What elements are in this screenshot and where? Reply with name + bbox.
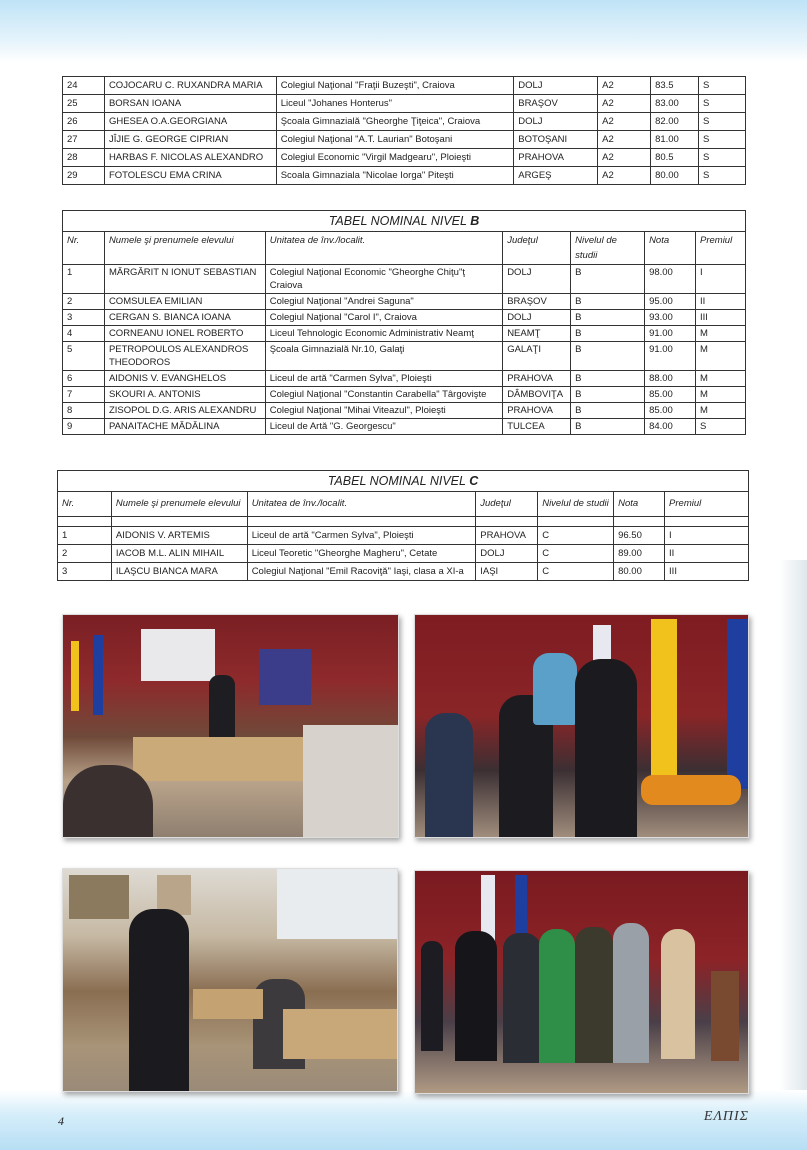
table-row: [58, 545, 749, 563]
cell-prize: M: [696, 387, 746, 403]
cell-school: Colegiul Economic "Virgil Madgearu", Ploieşti: [276, 149, 514, 167]
cell-level: A2: [598, 131, 651, 149]
cell-county: GALAŢI: [503, 342, 571, 371]
photo-ceremony-hall: [62, 614, 399, 838]
cell-prize: S: [699, 131, 746, 149]
cell-school: Colegiul Naţional "Emil Racoviţă" Iaşi, clasa a XI-a: [247, 563, 476, 581]
photo-group-winners: [414, 870, 749, 1094]
cell-nr: 3: [63, 310, 105, 326]
cell-prize: M: [696, 326, 746, 342]
header-school: Unitatea de înv./localit.: [247, 492, 476, 517]
table-row: [63, 403, 746, 419]
cell-level: C: [538, 563, 614, 581]
cell-county: NEAMŢ: [503, 326, 571, 342]
cell-level: B: [571, 294, 645, 310]
header-prize: Premiul: [696, 232, 746, 265]
cell-level: B: [571, 265, 645, 294]
header-nr: Nr.: [58, 492, 112, 517]
cell-prize: S: [699, 95, 746, 113]
table-row: [58, 527, 749, 545]
cell-school: Liceul "Johanes Honterus": [276, 95, 514, 113]
cell-county: BRAŞOV: [514, 95, 598, 113]
cell-county: IAŞI: [476, 563, 538, 581]
cell-level: A2: [598, 77, 651, 95]
cell-nr: 25: [63, 95, 105, 113]
cell-level: B: [571, 387, 645, 403]
cell-school: Liceul de Artă "G. Georgescu": [265, 419, 502, 435]
cell-grade: 80.5: [651, 149, 699, 167]
cell-level: A2: [598, 95, 651, 113]
cell-grade: 98.00: [645, 265, 696, 294]
cell-nr: 28: [63, 149, 105, 167]
cell-nr: 5: [63, 342, 105, 371]
caption-text: TABEL NOMINAL NIVEL: [327, 474, 466, 488]
cell-nr: 24: [63, 77, 105, 95]
cell-school: Colegiul Naţional Economic "Gheorghe Chiţu"ţ Craiova: [265, 265, 502, 294]
header-grade: Nota: [614, 492, 665, 517]
table-row: [63, 265, 746, 294]
table-level-a2: [62, 76, 746, 185]
cell-nr: 4: [63, 326, 105, 342]
header-county: Judeţul: [503, 232, 571, 265]
cell-school: Liceul Tehnologic Economic Administrativ Neamţ: [265, 326, 502, 342]
cell-school: Colegiul Naţional "Mihai Viteazul", Ploieşti: [265, 403, 502, 419]
cell-name: AIDONIS V. EVANGHELOS: [104, 371, 265, 387]
cell-grade: 82.00: [651, 113, 699, 131]
table-level-c: [57, 470, 749, 581]
cell-grade: 83.00: [651, 95, 699, 113]
table-row: [63, 371, 746, 387]
cell-school: Liceul de artă "Carmen Sylva", Ploieşti: [247, 527, 476, 545]
cell-level: B: [571, 342, 645, 371]
caption-level: C: [469, 474, 479, 488]
table-row: [63, 419, 746, 435]
cell-level: A2: [598, 113, 651, 131]
cell-grade: 84.00: [645, 419, 696, 435]
page-number: 4: [58, 1114, 64, 1128]
header-school: Unitatea de înv./localit.: [265, 232, 502, 265]
cell-grade: 93.00: [645, 310, 696, 326]
cell-name: ILAŞCU BIANCA MARA: [111, 563, 247, 581]
header-level: Nivelul de studii: [538, 492, 614, 517]
cell-level: B: [571, 326, 645, 342]
table-header-row: [58, 492, 749, 517]
table-caption: [63, 211, 746, 232]
cell-name: BORSAN IOANA: [104, 95, 276, 113]
cell-grade: 80.00: [614, 563, 665, 581]
table-row: [58, 563, 749, 581]
cell-prize: S: [699, 113, 746, 131]
cell-level: A2: [598, 167, 651, 185]
cell-county: TULCEA: [503, 419, 571, 435]
caption-text: TABEL NOMINAL NIVEL: [328, 214, 467, 228]
cell-prize: S: [699, 149, 746, 167]
publication-name: ΕΛΠΙΣ: [703, 1109, 749, 1124]
cell-nr: 8: [63, 403, 105, 419]
cell-nr: 29: [63, 167, 105, 185]
cell-name: GHESEA O.A.GEORGIANA: [104, 113, 276, 131]
table-row: [63, 167, 746, 185]
cell-nr: 27: [63, 131, 105, 149]
cell-prize: M: [696, 342, 746, 371]
cell-grade: 80.00: [651, 167, 699, 185]
cell-nr: 1: [63, 265, 105, 294]
side-band: [779, 560, 807, 1090]
cell-name: ZISOPOL D.G. ARIS ALEXANDRU: [104, 403, 265, 419]
cell-school: Colegiul Naţional "Carol I", Craiova: [265, 310, 502, 326]
header-name: Numele şi prenumele elevului: [104, 232, 265, 265]
header-level: Nivelul de studii: [571, 232, 645, 265]
cell-prize: M: [696, 371, 746, 387]
cell-grade: 88.00: [645, 371, 696, 387]
table-caption: [58, 471, 749, 492]
cell-county: DÂMBOVIŢA: [503, 387, 571, 403]
cell-school: Liceul Teoretic "Gheorghe Magheru", Cetate: [247, 545, 476, 563]
cell-name: PETROPOULOS ALEXANDROS THEODOROS: [104, 342, 265, 371]
cell-county: DOLJ: [476, 545, 538, 563]
cell-grade: 96.50: [614, 527, 665, 545]
photo-exam-room: [62, 868, 398, 1092]
header-prize: Premiul: [665, 492, 749, 517]
table-row: [63, 77, 746, 95]
cell-grade: 95.00: [645, 294, 696, 310]
table-row: [63, 326, 746, 342]
cell-name: COMSULEA EMILIAN: [104, 294, 265, 310]
table-caption-row: [58, 471, 749, 492]
cell-name: FOTOLESCU EMA CRINA: [104, 167, 276, 185]
cell-level: B: [571, 403, 645, 419]
cell-grade: 85.00: [645, 403, 696, 419]
table-row: [63, 342, 746, 371]
cell-county: PRAHOVA: [476, 527, 538, 545]
cell-level: A2: [598, 149, 651, 167]
caption-level: B: [470, 214, 480, 228]
cell-school: Şcoala Gimnazială Nr.10, Galaţi: [265, 342, 502, 371]
cell-grade: 81.00: [651, 131, 699, 149]
table-row: [63, 113, 746, 131]
cell-name: JÎJIE G. GEORGE CIPRIAN: [104, 131, 276, 149]
cell-level: B: [571, 371, 645, 387]
cell-nr: 9: [63, 419, 105, 435]
cell-county: BOTOŞANI: [514, 131, 598, 149]
cell-prize: I: [665, 527, 749, 545]
cell-prize: III: [665, 563, 749, 581]
cell-grade: 91.00: [645, 326, 696, 342]
cell-school: Şcoala Gimnazială "Gheorghe Ţiţeica", Craiova: [276, 113, 514, 131]
table-row: [63, 95, 746, 113]
cell-nr: 7: [63, 387, 105, 403]
cell-level: B: [571, 310, 645, 326]
cell-county: DOLJ: [503, 310, 571, 326]
cell-county: DOLJ: [503, 265, 571, 294]
table-row: [63, 131, 746, 149]
cell-county: ARGEŞ: [514, 167, 598, 185]
table-header-row: [63, 232, 746, 265]
cell-grade: 89.00: [614, 545, 665, 563]
cell-name: CERGAN S. BIANCA IOANA: [104, 310, 265, 326]
cell-name: COJOCARU C. RUXANDRA MARIA: [104, 77, 276, 95]
table-row: [63, 387, 746, 403]
cell-name: MĂRGĂRIT N IONUT SEBASTIAN: [104, 265, 265, 294]
cell-prize: III: [696, 310, 746, 326]
table-row: [63, 294, 746, 310]
header-band: [0, 0, 807, 62]
cell-level: C: [538, 545, 614, 563]
footer-band: [0, 1090, 807, 1150]
cell-name: SKOURI A. ANTONIS: [104, 387, 265, 403]
cell-county: PRAHOVA: [503, 371, 571, 387]
cell-grade: 83.5: [651, 77, 699, 95]
cell-name: PANAITACHE MĂDĂLINA: [104, 419, 265, 435]
header-name: Numele şi prenumele elevului: [111, 492, 247, 517]
cell-county: PRAHOVA: [514, 149, 598, 167]
cell-prize: II: [696, 294, 746, 310]
photo-award-child: [414, 614, 749, 838]
cell-name: CORNEANU IONEL ROBERTO: [104, 326, 265, 342]
cell-prize: S: [699, 77, 746, 95]
cell-nr: 3: [58, 563, 112, 581]
cell-county: DOLJ: [514, 77, 598, 95]
cell-grade: 91.00: [645, 342, 696, 371]
cell-school: Colegiul Naţional "A.T. Laurian" Botoşani: [276, 131, 514, 149]
cell-prize: S: [699, 167, 746, 185]
cell-nr: 6: [63, 371, 105, 387]
cell-prize: S: [696, 419, 746, 435]
cell-school: Colegiul Naţional "Andrei Saguna": [265, 294, 502, 310]
header-grade: Nota: [645, 232, 696, 265]
cell-nr: 2: [58, 545, 112, 563]
table-caption-row: [63, 211, 746, 232]
cell-county: BRAŞOV: [503, 294, 571, 310]
cell-name: AIDONIS V. ARTEMIS: [111, 527, 247, 545]
cell-nr: 26: [63, 113, 105, 131]
cell-nr: 2: [63, 294, 105, 310]
cell-school: Liceul de artă "Carmen Sylva", Ploieşti: [265, 371, 502, 387]
cell-county: PRAHOVA: [503, 403, 571, 419]
cell-level: B: [571, 419, 645, 435]
table-row: [63, 310, 746, 326]
cell-nr: 1: [58, 527, 112, 545]
header-county: Judeţul: [476, 492, 538, 517]
cell-prize: M: [696, 403, 746, 419]
cell-name: HARBAS F. NICOLAS ALEXANDRO: [104, 149, 276, 167]
cell-school: Colegiul Naţional "Fraţii Buzeşti", Craiova: [276, 77, 514, 95]
cell-school: Colegiul Naţional "Constantin Carabella" Târgovişte: [265, 387, 502, 403]
cell-school: Scoala Gimnaziala "Nicolae Iorga" Piteşti: [276, 167, 514, 185]
cell-level: C: [538, 527, 614, 545]
cell-name: IACOB M.L. ALIN MIHAIL: [111, 545, 247, 563]
table-row: [63, 149, 746, 167]
table-level-b: [62, 210, 746, 435]
cell-grade: 85.00: [645, 387, 696, 403]
cell-county: DOLJ: [514, 113, 598, 131]
spacer-row: [58, 517, 749, 527]
cell-prize: I: [696, 265, 746, 294]
header-nr: Nr.: [63, 232, 105, 265]
cell-prize: II: [665, 545, 749, 563]
